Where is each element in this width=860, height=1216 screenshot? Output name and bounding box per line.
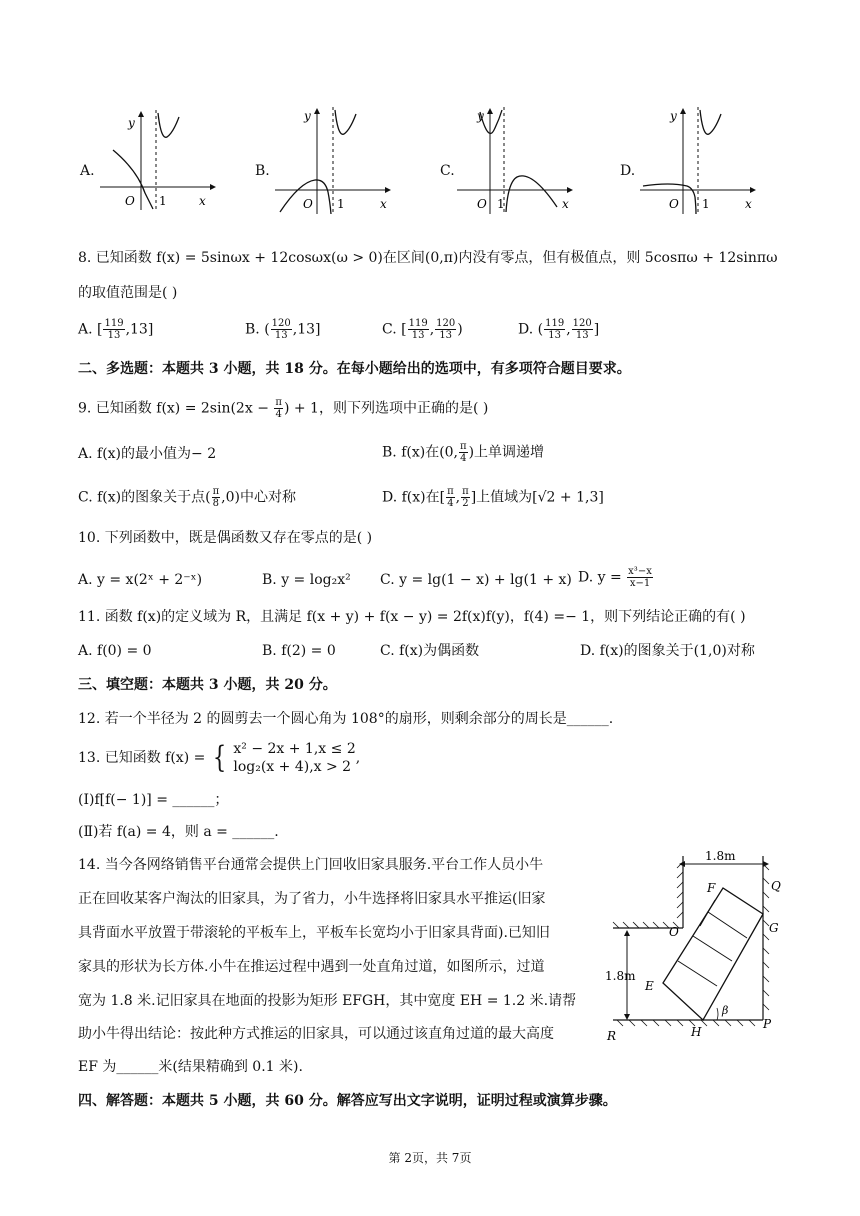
q14-label-f: F: [707, 881, 716, 895]
q13-case1: x² − 2x + 1,x ≤ 2: [233, 741, 356, 757]
q14-line-6: 助小牛得出结论：按此种方式推运的旧家具，可以通过该直角过道的最大高度: [78, 1026, 554, 1042]
q9-stem: 9. 已知函数 f(x) = 2sin(2x − $\frac{\pi}{4}$ ) + 1，则下列选项中正确的是( ): [78, 397, 489, 420]
graph-c-one: 1: [497, 197, 505, 211]
graph-options-row: [0, 100, 860, 220]
q14-corridor-figure: [605, 848, 795, 1044]
graph-c-origin: O: [477, 197, 487, 211]
graph-label-c: C.: [440, 163, 455, 179]
q10-stem: 10. 下列函数中，既是偶函数又存在零点的是( ): [78, 530, 373, 546]
section-2-heading: 二、多选题：本题共 3 小题，共 18 分。在每小题给出的选项中，有多项符合题目要求。: [78, 361, 631, 377]
graph-c-y-label: y: [477, 109, 484, 123]
graph-d-origin: O: [669, 197, 679, 211]
graph-a: [95, 105, 220, 215]
q12-stem: 12. 若一个半径为 2 的圆剪去一个圆心角为 108°的扇形，则剩余部分的周长是______.: [78, 711, 614, 727]
q8-option-b: B. ( $\frac{120}{13}$ ,13]: [245, 318, 321, 341]
q8-option-c: C. [ $\frac{119}{13}$ , $\frac{120}{13}$ ): [382, 318, 463, 341]
q14-label-r: R: [607, 1029, 617, 1043]
q14-line-4: 家具的形状为长方体.小牛在推运过程中遇到一处直角过道，如图所示，过道: [78, 959, 545, 975]
q14-line-3: 具背面水平放置于带滚轮的平板车上，平板车长宽均小于旧家具背面).已知旧: [78, 925, 550, 941]
q14-line-5: 宽为 1.8 米.记旧家具在地面的投影为矩形 EFGH，其中宽度 EH = 1.2 米.请帮: [78, 993, 577, 1009]
q13-stem: 13. 已知函数 f(x) = { x² − 2x + 1,x ≤ 2 log₂(x + 4),x > 2 ,: [78, 740, 361, 775]
graph-d: [635, 102, 760, 217]
graph-d-y-label: y: [670, 109, 677, 123]
q8-stem-line1: 8. 已知函数 f(x) = 5sinωx + 12cosωx(ω > 0)在区间(0,π)内没有零点，但有极值点，则 5cosπω + 12sinπω: [78, 250, 778, 266]
graph-a-x-label: x: [199, 194, 206, 208]
q9-option-a: A. f(x)的最小值为− 2: [78, 446, 217, 462]
graph-label-d: D.: [620, 163, 636, 179]
graph-label-a: A.: [80, 163, 95, 179]
q10-option-d: D. y = $\frac{\text{x³−x}}{x-1}$: [578, 566, 652, 589]
q9-option-d: D. f(x)在[ $\frac{\pi}{4}$ , $\frac{\pi}{2}$ ]上值域为[√2 + 1,3]: [382, 486, 604, 509]
graph-a-one: 1: [159, 194, 167, 208]
q10-option-c: C. y = lg(1 − x) + lg(1 + x): [380, 572, 572, 588]
q11-option-b: B. f(2) = 0: [262, 643, 336, 659]
q14-label-beta: β: [722, 1004, 729, 1017]
graph-label-b: B.: [255, 163, 270, 179]
q8-option-d: D. ( $\frac{119}{13}$ , $\frac{120}{13}$ ]: [518, 318, 600, 341]
section-4-heading: 四、解答题：本题共 5 小题，共 60 分。解答应写出文字说明，证明过程或演算步骤。: [78, 1093, 617, 1109]
graph-b-x-label: x: [380, 197, 387, 211]
graph-c-x-label: x: [562, 197, 569, 211]
q13-case2: log₂(x + 4),x > 2: [233, 759, 352, 775]
q14-line-1: 14. 当今各网络销售平台通常会提供上门回收旧家具服务.平台工作人员小牛: [78, 857, 544, 873]
q14-label-g: G: [769, 921, 779, 935]
q14-top-width-label: 1.8m: [705, 849, 736, 863]
q8-option-a: A. [ $\frac{119}{13}$ ,13]: [78, 318, 154, 341]
q14-line-7: EF 为______米(结果精确到 0.1 米).: [78, 1059, 303, 1075]
q14-label-p: P: [763, 1017, 772, 1031]
q14-left-width-label: 1.8m: [605, 969, 636, 983]
q10-option-b: B. y = log₂x²: [262, 572, 351, 588]
graph-b-one: 1: [337, 197, 345, 211]
q13-brace: {: [212, 740, 227, 775]
q14-label-h: H: [691, 1025, 702, 1039]
q13-part1: (Ⅰ)f[f(− 1)] = ______；: [78, 792, 229, 808]
graph-b-y-label: y: [304, 109, 311, 123]
q9-option-c: C. f(x)的图象关于点( $\frac{\pi}{8}$ ,0)中心对称: [78, 486, 296, 509]
q11-stem: 11. 函数 f(x)的定义域为 R，且满足 f(x + y) + f(x − y) = 2f(x)f(y)，f(4) =− 1，则下列结论正确的有( ): [78, 609, 746, 625]
q8-stem-line2: 的取值范围是( ): [78, 285, 178, 301]
q10-option-a: A. y = x(2ˣ + 2⁻ˣ): [78, 572, 203, 588]
q14-label-e: E: [645, 979, 654, 993]
page-footer: 第 2页，共 7页: [388, 1151, 472, 1165]
graph-b-origin: O: [303, 197, 313, 211]
graph-d-x-label: x: [745, 197, 752, 211]
graph-a-y-label: y: [128, 116, 135, 130]
q14-line-2: 正在回收某客户淘汰的旧家具，为了省力，小牛选择将旧家具水平推运(旧家: [78, 891, 546, 907]
section-3-heading: 三、填空题：本题共 3 小题，共 20 分。: [78, 677, 337, 693]
q14-label-o: O: [669, 925, 679, 939]
q11-option-c: C. f(x)为偶函数: [380, 643, 480, 659]
graph-d-one: 1: [702, 197, 710, 211]
q11-option-d: D. f(x)的图象关于(1,0)对称: [580, 643, 755, 659]
q14-label-q: Q: [771, 879, 781, 893]
q13-part2: (Ⅱ)若 f(a) = 4，则 a = ______.: [78, 824, 279, 840]
graph-b: [270, 102, 395, 217]
graph-a-origin: O: [125, 194, 135, 208]
graph-c: [452, 102, 577, 217]
q9-option-b: B. f(x)在(0, $\frac{\pi}{4}$ )上单调递增: [382, 441, 545, 464]
q11-option-a: A. f(0) = 0: [78, 643, 152, 659]
